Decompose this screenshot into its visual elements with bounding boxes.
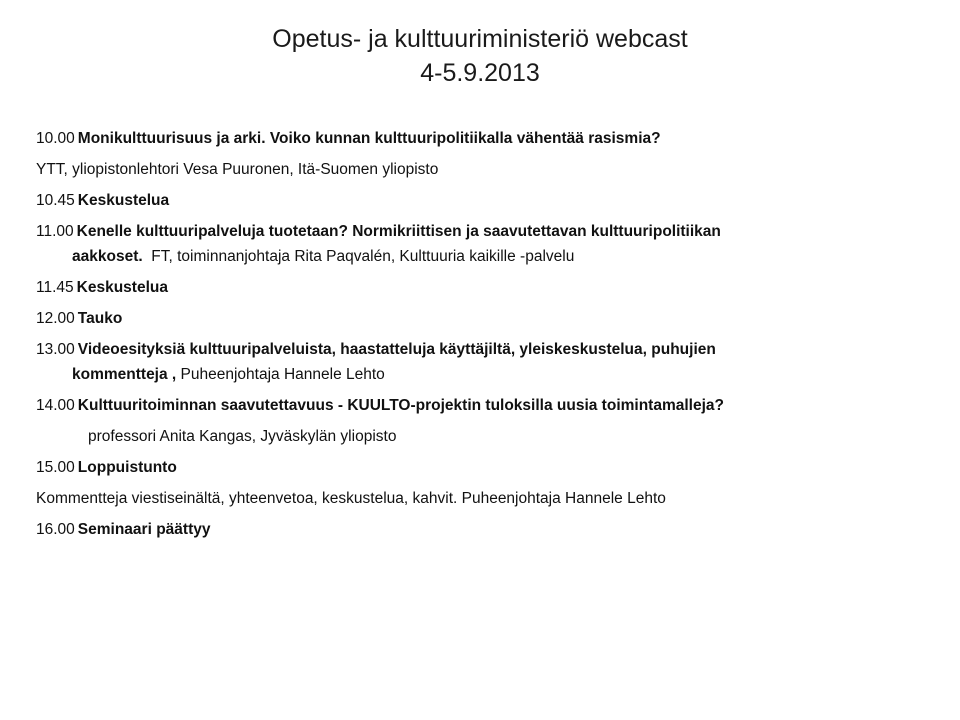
agenda-item-1400 xyxy=(36,393,936,418)
agenda-time: 12.00 xyxy=(36,310,75,327)
agenda-speaker: professori Anita Kangas, Jyväskylän yliopisto xyxy=(88,428,397,445)
agenda-time: 13.00 xyxy=(36,341,75,358)
agenda-time: 11.00 xyxy=(36,223,74,240)
agenda-topic: Kulttuuritoiminnan saavutettavuus - KUULTO-projektin tuloksilla uusia toimintamalleja? xyxy=(77,397,724,414)
agenda-topic: Loppuistunto xyxy=(77,459,177,476)
agenda-speaker: FT, toiminnanjohtaja Rita Paqvalén, Kulttuuria kaikille -palvelu xyxy=(151,248,575,265)
agenda-item-1100 xyxy=(36,219,936,269)
agenda-topic: Monikulttuurisuus ja arki. Voiko kunnan kulttuuripolitiikalla vähentää rasismia? xyxy=(77,130,661,147)
agenda-item-1145 xyxy=(36,275,936,300)
agenda-topic: Tauko xyxy=(77,310,123,327)
title-line-2-date: 4-5.9.2013 xyxy=(420,59,540,87)
agenda-item-1300 xyxy=(36,337,936,387)
agenda-continuation xyxy=(36,244,936,269)
agenda-speaker: Puheenjohtaja Hannele Lehto xyxy=(180,366,385,383)
agenda-topic: Keskustelua xyxy=(76,279,168,296)
agenda-topic: Keskustelua xyxy=(77,192,170,209)
agenda-topic: Seminaari päättyy xyxy=(77,521,211,538)
agenda-time: 15.00 xyxy=(36,459,75,476)
agenda-topic: Videoesityksiä kulttuuripalveluista, haastatteluja käyttäjiltä, yleiskeskustelua, puhujien xyxy=(77,341,716,358)
agenda-speaker: YTT, yliopistonlehtori Vesa Puuronen, Itä-Suomen yliopisto xyxy=(36,161,439,178)
agenda-time: 10.45 xyxy=(36,192,75,209)
agenda-item-1500 xyxy=(36,455,936,480)
agenda-time: 14.00 xyxy=(36,397,75,414)
agenda-item-1200 xyxy=(36,306,936,331)
agenda-continuation xyxy=(36,362,936,387)
agenda-topic: Kenelle kulttuuripalveluja tuotetaan? Normikriittisen ja saavutettavan kulttuuripolitiikan xyxy=(76,223,721,240)
agenda-list xyxy=(36,126,936,548)
agenda-item-1600 xyxy=(36,517,936,542)
agenda-time: 11.45 xyxy=(36,279,74,296)
agenda-item-1000 xyxy=(36,126,936,151)
title-line-1: Opetus- ja kulttuuriministeriö webcast xyxy=(272,25,688,53)
agenda-speaker-1000 xyxy=(36,157,936,182)
agenda-speaker: Kommentteja viestiseinältä, yhteenvetoa, keskustelua, kahvit. Puheenjohtaja Hannele Lehto xyxy=(36,490,666,507)
agenda-topic-cont: kommentteja , xyxy=(72,366,177,383)
agenda-time: 10.00 xyxy=(36,130,75,147)
agenda-details-1500 xyxy=(36,486,936,511)
agenda-speaker-1400 xyxy=(36,424,936,449)
slide-title xyxy=(0,22,960,90)
agenda-item-1045 xyxy=(36,188,936,213)
agenda-time: 16.00 xyxy=(36,521,75,538)
agenda-topic-cont: aakkoset. xyxy=(72,248,143,265)
